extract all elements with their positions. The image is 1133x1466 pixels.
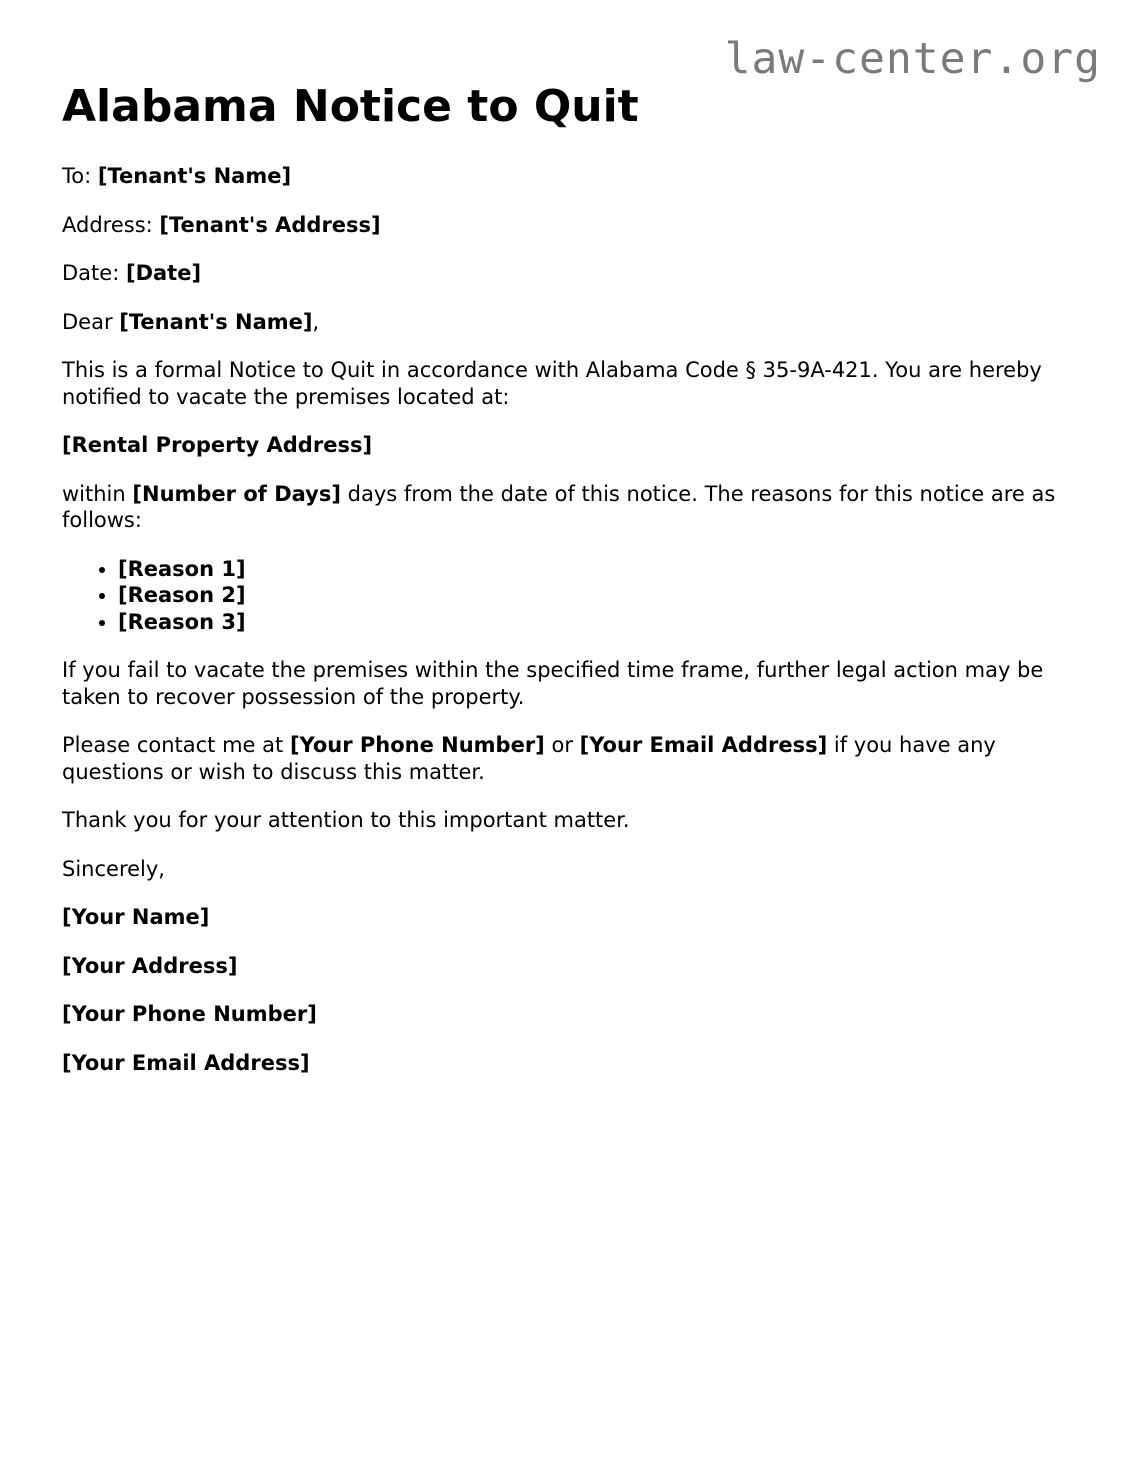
tenant-name-placeholder: [Tenant's Name]	[97, 164, 292, 188]
consequence-paragraph: If you fail to vacate the premises within the specified time frame, further legal action may be taken to recover possession of the property.	[62, 658, 1044, 709]
salutation-comma: ,	[312, 309, 320, 334]
list-item: • [Reason 3]	[118, 609, 1072, 636]
salutation-prefix: Dear	[62, 309, 113, 334]
intro-paragraph: This is a formal Notice to Quit in accordance with Alabama Code § 35-9A-421. You are hereby notified to vacate the premises located at:	[62, 358, 1042, 409]
within-prefix: within	[62, 481, 126, 506]
date-placeholder: [Date]	[125, 261, 202, 285]
address-label: Address:	[62, 212, 153, 237]
date-line	[62, 260, 1072, 287]
contact-middle: or	[551, 733, 573, 757]
signature-name	[62, 904, 1072, 931]
list-item: • [Reason 1]	[118, 556, 1072, 583]
closing: Sincerely,	[62, 856, 165, 881]
date-label: Date:	[62, 261, 120, 285]
document-body	[62, 163, 1072, 1098]
signature-email-placeholder: [Your Email Address]	[62, 1050, 310, 1075]
signature-email	[62, 1050, 1072, 1077]
signature-address	[62, 953, 1072, 980]
thanks-paragraph: Thank you for your attention to this important matter.	[62, 808, 630, 832]
watermark-logo: law-center.org	[724, 34, 1101, 84]
property-address-placeholder: [Rental Property Address]	[62, 433, 373, 457]
within-suffix: days from the date of this notice. The reasons for this notice are as follows:	[62, 481, 1056, 532]
document-title: Alabama Notice to Quit	[62, 81, 639, 132]
to-line	[62, 163, 1072, 190]
contact-prefix: Please contact me at	[62, 733, 284, 757]
reasons-list	[62, 556, 1072, 636]
signature-address-placeholder: [Your Address]	[62, 953, 238, 978]
list-item: • [Reason 2]	[118, 582, 1072, 609]
signature-phone-placeholder: [Your Phone Number]	[62, 1002, 317, 1026]
address-line	[62, 212, 1072, 239]
signature-phone	[62, 1001, 1072, 1028]
days-placeholder: [Number of Days]	[132, 481, 341, 506]
salutation	[62, 309, 1072, 336]
contact-email-placeholder: [Your Email Address]	[579, 733, 828, 757]
to-label: To:	[62, 164, 92, 188]
contact-phone-placeholder: [Your Phone Number]	[289, 733, 545, 757]
property-address-line	[62, 432, 1072, 459]
contact-suffix: if you have any questions or wish to discuss this matter.	[62, 733, 996, 784]
contact-paragraph	[62, 732, 1072, 785]
salutation-name: [Tenant's Name]	[119, 309, 313, 334]
signature-name-placeholder: [Your Name]	[62, 905, 210, 929]
tenant-address-placeholder: [Tenant's Address]	[159, 212, 381, 237]
within-paragraph	[62, 481, 1072, 534]
